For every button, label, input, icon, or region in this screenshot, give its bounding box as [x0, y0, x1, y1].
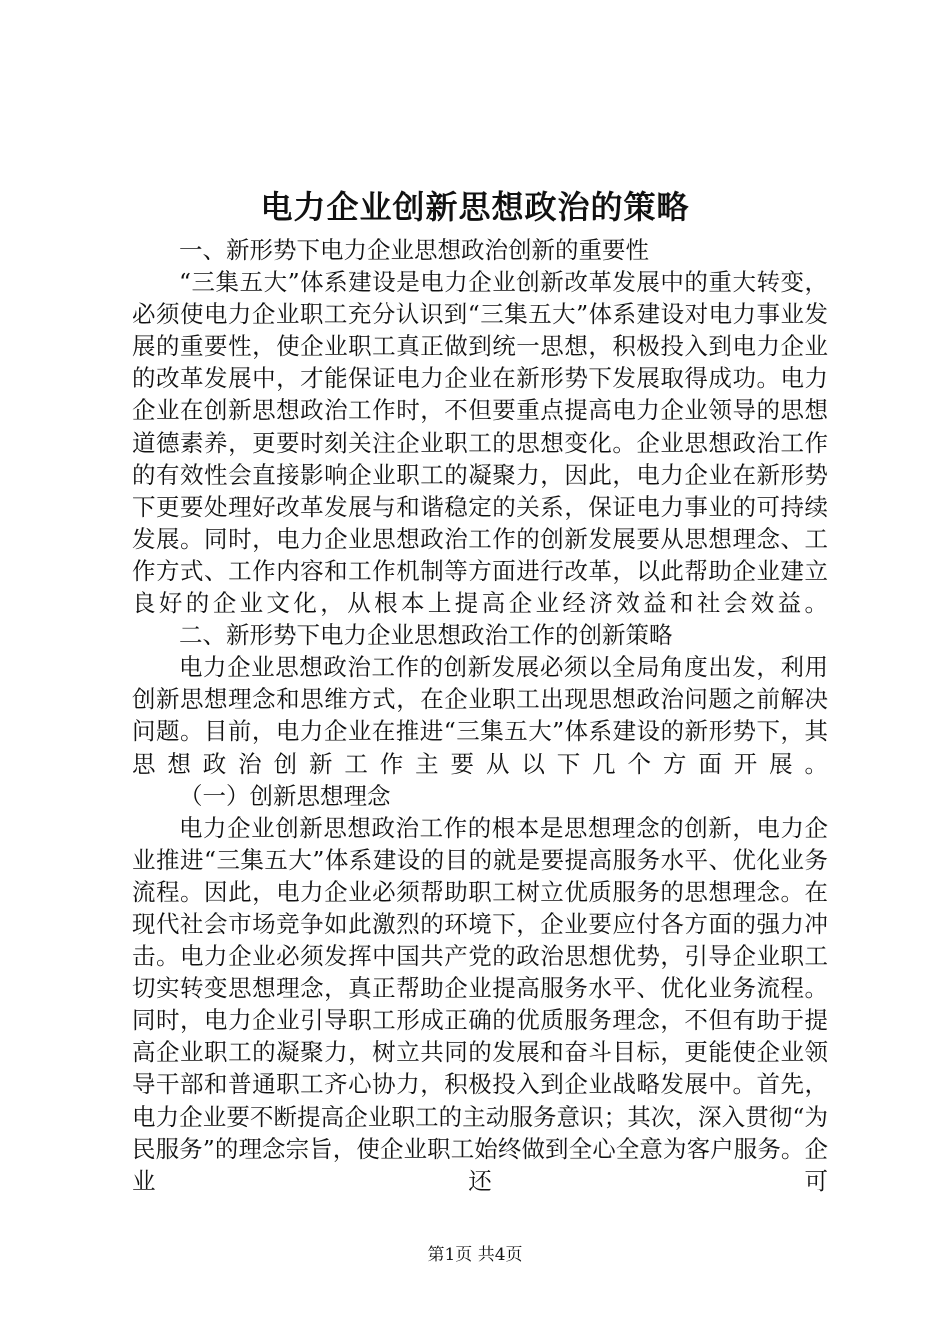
- paragraph-1: “三集五大”体系建设是电力企业创新改革发展中的重大转变，必须使电力企业职工充分认识到“三集五大”体系建设对电力事业发展的重要性，使企业职工真正做到统一思想，积极投入到电力企业的改革发展中，才能保证电力企业在新形势下发展取得成功。电力企业在创新思想政治工作时，不但要重点提高电力企业领导的思想道德素养，更要时刻关注企业职工的思想变化。企业思想政治工作的有效性会直接影响企业职工的凝聚力，因此，电力企业在新形势下更要处理好改革发展与和谐稳定的关系，保证电力事业的可持续发展。同时，电力企业思想政治工作的创新发展要从思想理念、工作方式、工作内容和工作机制等方面进行改革，以此帮助企业建立良好的企业文化，从根本上提高企业经济效益和社会效益。: [132, 268, 828, 618]
- section-heading-1: 一、新形势下电力企业思想政治创新的重要性: [179, 236, 649, 264]
- document-body: [132, 234, 828, 1197]
- subsection-heading-1: （一）创新思想理念: [179, 781, 391, 810]
- section-heading-2: 二、新形势下电力企业思想政治工作的创新策略: [179, 621, 673, 650]
- document-title: 电力企业创新思想政治的策略: [260, 188, 690, 226]
- paragraph-3: 电力企业创新思想政治工作的根本是思想理念的创新，电力企业推进“三集五大”体系建设的目的就是要提高服务水平、优化业务流程。因此，电力企业必须帮助职工树立优质服务的思想理念。在现代社会市场竞争如此激烈的环境下，企业要应付各方面的强力冲击。电力企业必须发挥中国共产党的政治思想优势，引导企业职工切实转变思想理念，真正帮助企业提高服务水平、优化业务流程。同时，电力企业引导职工形成正确的优质服务理念，不但有助于提高企业职工的凝聚力，树立共同的发展和奋斗目标，更能使企业领导干部和普通职工齐心协力，积极投入到企业战略发展中。首先，电力企业要不断提高企业职工的主动服务意识；其次，深入贯彻“为民服务”的理念宗旨，使企业职工始终做到全心全意为客户服务。企业还可: [132, 813, 828, 1195]
- paragraph-2: 电力企业思想政治工作的创新发展必须以全局角度出发，利用创新思想理念和思维方式，在企业职工出现思想政治问题之前解决问题。目前，电力企业在推进“三集五大”体系建设的新形势下，其思想政治创新工作主要从以下几个方面开展。: [132, 653, 828, 778]
- page-footer: 第1页 共4页: [427, 1245, 523, 1265]
